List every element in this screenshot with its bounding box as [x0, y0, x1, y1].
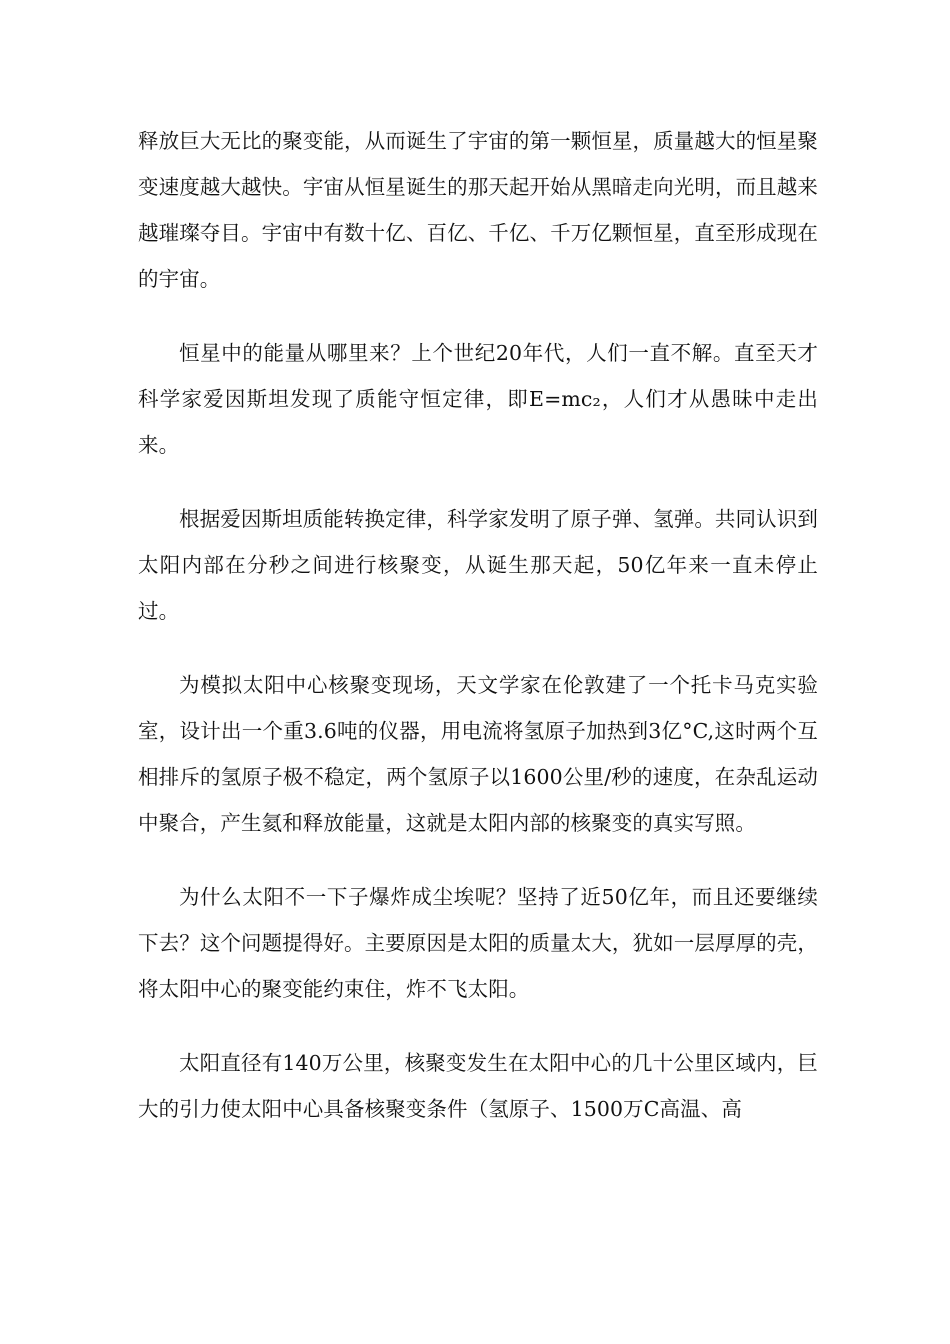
document-page	[138, 118, 818, 1158]
paragraph-6: 太阳直径有140万公里，核聚变发生在太阳中心的几十公里区域内，巨大的引力使太阳中心具备核聚变条件（氢原子、1500万C高温、高	[138, 1051, 818, 1121]
paragraph-3: 根据爱因斯坦质能转换定律，科学家发明了原子弹、氢弹。共同认识到太阳内部在分秒之间进行核聚变，从诞生那天起，50亿年来一直未停止过。	[138, 507, 818, 623]
paragraph-1: 释放巨大无比的聚变能，从而诞生了宇宙的第一颗恒星，质量越大的恒星聚变速度越大越快。宇宙从恒星诞生的那天起开始从黑暗走向光明，而且越来越璀璨夺目。宇宙中有数十亿、百亿、千亿、千万亿颗恒星，直至形成现在的宇宙。	[138, 129, 818, 291]
paragraph-5: 为什么太阳不一下子爆炸成尘埃呢？坚持了近50亿年，而且还要继续下去？这个问题提得好。主要原因是太阳的质量太大，犹如一层厚厚的壳，将太阳中心的聚变能约束住，炸不飞太阳。	[138, 885, 818, 1001]
paragraph-2: 恒星中的能量从哪里来？上个世纪20年代，人们一直不解。直至天才科学家爱因斯坦发现了质能守恒定律，即E=mc₂，人们才从愚昧中走出来。	[138, 341, 818, 457]
paragraph-4: 为模拟太阳中心核聚变现场，天文学家在伦敦建了一个托卡马克实验室，设计出一个重3.6吨的仪器，用电流将氢原子加热到3亿°C,这时两个互相排斥的氢原子极不稳定，两个氢原子以1600公里/秒的速度，在杂乱运动中聚合，产生氦和释放能量，这就是太阳内部的核聚变的真实写照。	[138, 673, 818, 835]
